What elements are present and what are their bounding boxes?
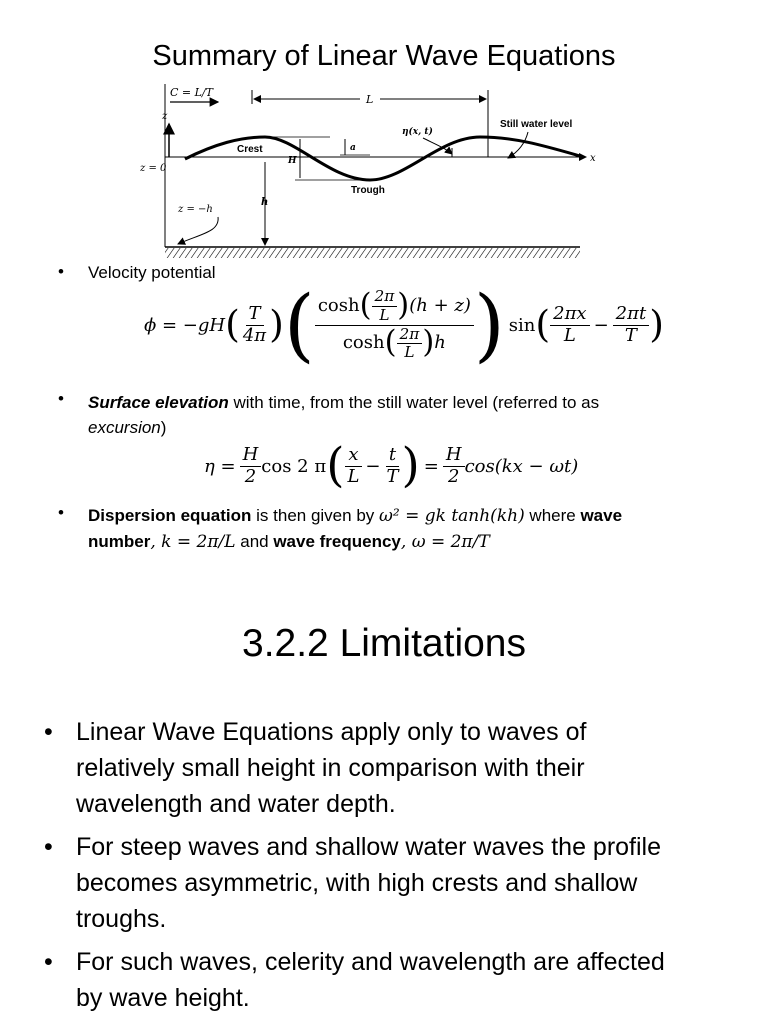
paren: ) [649,302,664,347]
velocity-potential-equation: ϕ = −gH ( $\frac{T}{4\pi}$ ) ( cosh ( $\frac{2\pi}{L}$ ) (h + z) cosh ( $\frac{2\pi}{L}$ ) h ) sin ( $\frac{2\pi x}{L}$ − $\frac{2\pi t}{T}$ ) [144,278,664,372]
bullet-dot: • [44,833,53,861]
eta-label: η(x, t) [402,127,433,137]
surface-elevation-equation: η = $\frac{H}{2}$ cos 2 π ( $\frac{x}{L}$ − $\frac{t}{T}$ ) = $\frac{H}{2}$ cos(kx − ωt) [204,438,579,493]
amplitude-label: a [350,143,356,153]
still-water-label: Still water level [500,119,573,130]
x-axis-label: x [590,153,596,164]
bullet-dot: • [58,503,64,522]
wave-diagram [140,82,600,262]
celerity-label: C = L/T [170,86,213,99]
surface-elevation-text: Surface elevation with time, from the still water level (referred to as excursion) [88,393,600,437]
paren: ( [225,302,240,347]
crest-label: Crest [237,144,263,155]
cosh-ratio: cosh ( $\frac{2\pi}{L}$ ) (h + z) cosh ( $\frac{2\pi}{L}$ ) h [315,288,474,361]
velocity-potential-label: Velocity potential [88,263,216,282]
bullet-dot: • [58,389,64,408]
trough-label: Trough [351,185,385,196]
paren: ( [535,302,551,347]
big-paren: ) [473,278,505,372]
z-minus-h-label: z = −h [178,204,213,215]
depth-label: h [261,197,269,208]
bullet-dot: • [44,718,53,746]
dispersion-text: Dispersion equation is then given by ω² = gk tanh(kh) where wave number, k = 2π/L and wave frequency, ω = 2π/T [88,506,623,552]
bullet-dot: • [58,262,64,281]
page-title: Summary of Linear Wave Equations [152,40,616,72]
wavelength-label: L [366,93,374,106]
limitations-title: 3.2.2 Limitations [242,622,526,665]
z-zero-label: z = 0 [140,163,167,174]
2pix-over-L: $\frac{2\pi x}{L}$ [550,304,589,346]
height-label: H [288,156,297,166]
phi-lhs: ϕ = −gH [144,314,226,336]
paren: ) [269,302,284,347]
bullet-dot: • [44,948,53,976]
t-over-4pi: $\frac{T}{4\pi}$ [242,302,267,346]
2pit-over-T: $\frac{2\pi t}{T}$ [613,304,650,346]
big-paren: ( [283,278,315,372]
bed-pointer [178,217,218,244]
z-axis-label: z [162,111,168,122]
still-water-pointer [508,132,528,158]
sea-bed-hatch [165,248,580,258]
